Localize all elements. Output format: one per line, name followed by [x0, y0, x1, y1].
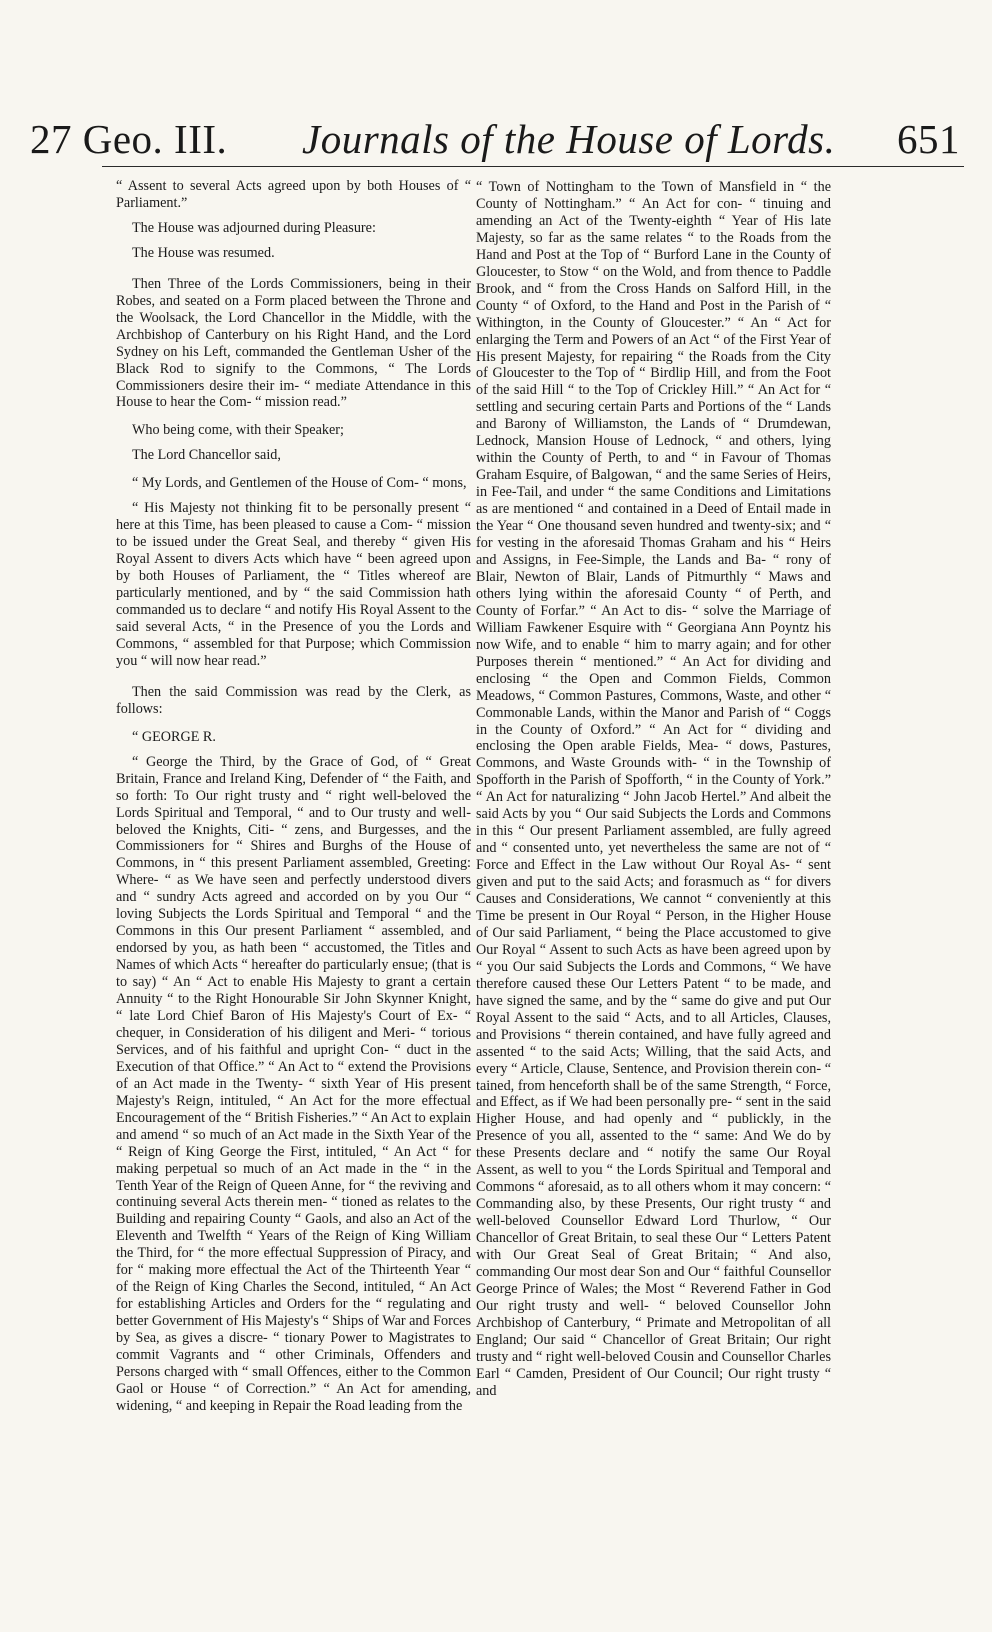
paragraph: “ His Majesty not thinking fit to be personally present “ here at this Time, has been pleased to cause a Com- “ mission to be issued under the Great Seal, and thereby “ given His Royal Assent to divers Acts which have “ been agreed upon by both Houses of Parliament, the “ Titles whereof are particularly mentioned, and by “ the said Commission hath commanded us to declare “ and notify His Royal Assent to the said several Acts, “ in the Presence of you the Lords and Commons, “ assembled for that Purpose; which Commission you “ will now hear read.”	[116, 500, 471, 669]
journal-title: Journals of the House of Lords.	[302, 116, 836, 162]
regnal-year: 27 Geo. III.	[30, 116, 228, 162]
paragraph: “ My Lords, and Gentlemen of the House of Com- “ mons,	[132, 475, 467, 492]
paragraph: Then the said Commission was read by the Clerk, as follows:	[116, 683, 471, 717]
paragraph: “ Assent to several Acts agreed upon by both Houses of “ Parliament.”	[116, 178, 471, 211]
paragraph: Then Three of the Lords Commissioners, being in their Robes, and seated on a Form placed between the Throne and the Woolsack, the Lord Chancellor in the Middle, with the Archbishop of Canterbury on his Right Hand, and the Lord Sydney on his Left, commanded the Gentleman Usher of the Black Rod to signify to the Commons, “ The Lords Commissioners desire their im- “ mediate Attendance in this House to hear the Com- “ mission read.”	[116, 275, 471, 411]
paragraph: The House was adjourned during Pleasure:	[132, 219, 376, 236]
paragraph: “ Town of Nottingham to the Town of Mansfield in “ the County of Nottingham.” “ An Act for con- “ tinuing and amending an Act of the Twenty-eighth “ Year of His late Majesty, so far as the same relates “ to the Roads from the Hand and Post at the Top of “ Burford Lane in the County of Gloucester, to Stow “ on the Wold, and from thence to Paddle Brook, and “ from the Cross Hands on Salford Hill, in the County “ of Oxford, to the Hand and Post in the Parish of “ Withington, in the County of Gloucester.” “ An “ Act for enlarging the Term and Powers of an Act “ of the First Year of His present Majesty, for repairing “ the Roads from the City of Gloucester to the Top of “ Birdlip Hill, and from the Foot of the said Hill “ to the Top of Crickley Hill.” “ An Act for “ settling and securing certain Parts and Portions of the “ Lands and Barony of Williamston, the Lands of “ Drumdewan, Lednock, Mansion House of Lednock, “ and others, lying within the County of Perth, to and “ in Favour of Thomas Graham Esquire, of Balgowan, “ and the same Series of Heirs, in Fee-Tail, and under “ the same Conditions and Limitations as are mentioned “ and contained in a Deed of Entail made in the Year “ One thousand seven hundred and twenty-six; and “ for vesting in the aforesaid Thomas Graham and his “ Heirs and Assigns, in Fee-Simple, the Lands and Ba- “ rony of Blair, Newton of Blair, Lands of Pitmurthly “ Maws and others lying within the aforesaid County “ of Perth, and County of Forfar.” “ An Act to dis- “ solve the Marriage of William Fawkener Esquire with “ Georgiana Ann Poyntz his now Wife, and to enable “ him to marry again; and for other Purposes therein “ mentioned.” “ An Act for dividing and enclosing “ the Open and Common Fields, Common Meadows, “ Common Pastures, Commons, Waste, and other “ Commonable Lands, within the Manor and Parish of “ Coggs in the County of Oxford.” “ An Act for “ dividing and enclosing the Open arable Fields, Mea- “ dows, Pastures, Commons, and Waste Grounds with- “ in the Township of Spofforth in the Parish of Spofforth, “ in the County of York.” “ An Act for naturalizing “ John Jacob Hertel.” And albeit the said Acts by you “ Our said Subjects the Lords and Commons in this “ Our present Parliament assembled, are fully agreed and “ consented unto, yet nevertheless the same are not of “ Force and Effect in the Law without Our Royal As- “ sent given and put to the said Acts; and forasmuch as “ for divers Causes and Considerations, We cannot “ conveniently at this Time be present in Our Royal “ Person, in the Higher House of Our said Parliament, “ being the Place accustomed to give Our Royal “ Assent to such Acts as have been agreed upon by “ you Our said Subjects the Lords and Commons, “ We have therefore caused these Our Letters Patent “ to be made, and have signed the same, and by the “ same do give and put Our Royal Assent to the said “ Acts, and to all Articles, Clauses, and Provisions “ therein contained, and have fully agreed and assented “ to the said Acts; Willing, that the said Acts, and every “ Article, Clause, Sentence, and Provision therein con- “ tained, from henceforth shall be of the same Strength, “ Force, and Effect, as if We had been personally pre- “ sent in the said Higher House, and had openly and “ publickly, in the Presence of you all, assented to the “ same: And We do by these Presents declare and “ notify the same Our Royal Assent, as well to you “ the Lords Spiritual and Temporal and Commons “ aforesaid, as to all others whom it may concern: “ Commanding also, by these Presents, Our right trusty “ and well-beloved Counsellor Edward Lord Thurlow, “ Our Chancellor of Great Britain, to seal these Our “ Letters Patent with Our Great Seal of Great Britain; “ And also, commanding Our most dear Son and Our “ faithful Counsellor George Prince of Wales; the Most “ Reverend Father in God Our right trusty and well- “ beloved Counsellor John Archbishop of Canterbury, “ Primate and Metropolitan of all England; Our said “ Chancellor of Great Britain; Our right trusty and “ right well-beloved Cousin and Counsellor Charles Earl “ Camden, President of Our Council; Our right trusty “ and	[476, 179, 832, 1399]
right-column	[476, 179, 831, 1400]
paragraph: Who being come, with their Speaker;	[132, 422, 344, 439]
left-column	[116, 178, 471, 1415]
page-header	[30, 112, 960, 172]
paragraph: The House was resumed.	[132, 244, 275, 261]
paragraph: The Lord Chancellor said,	[132, 447, 281, 464]
page-number: 651	[897, 116, 960, 162]
commission-heading: “ GEORGE R.	[132, 728, 216, 745]
header-rule	[102, 166, 964, 167]
paragraph: “ George the Third, by the Grace of God, of “ Great Britain, France and Ireland King, Defender of “ the Faith, and so forth: To Our right trusty and “ right well-beloved the Lords Spiritual and Temporal, “ and to Our trusty and well-beloved the Knights, Citi- “ zens, and Burgesses, and the Commissioners for “ Shires and Burghs of the House of Commons, in “ this present Parliament assembled, Greeting: Where- “ as We have seen and perfectly understood divers and “ sundry Acts agreed and accorded on by you Our “ loving Subjects the Lords Spiritual and Temporal “ and the Commons in this Our present Parliament “ assembled, and endorsed by you, as hath been “ accustomed, the Titles and Names of which Acts “ hereafter do particularly ensue; (that is to say) “ An “ Act to enable His Majesty to grant a certain Annuity “ to the Right Honourable Sir John Skynner Knight, “ late Lord Chief Baron of His Majesty's Court of Ex- “ chequer, in Consideration of his diligent and Meri- “ torious Services, and of his faithful and upright Con- “ duct in the Execution of that Office.” “ An Act to “ extend the Provisions of an Act made in the Twenty- “ sixth Year of His present Majesty's Reign, intituled, “ An Act for the more effectual Encouragement of the “ British Fisheries.” “ An Act to explain and amend “ so much of an Act made in the Sixth Year of the “ Reign of King George the First, intituled, “ An Act “ for making perpetual so much of an Act made in the “ in the Tenth Year of the Reign of Queen Anne, for “ the reviving and continuing several Acts therein men- “ tioned as relates to the Building and repairing County “ Gaols, and also an Act of the Eleventh and Twelfth “ Years of the Reign of King William the Third, for “ the more effectual Suppression of Piracy, and for “ making more effectual the Act of the Thirteenth Year “ of the Reign of King Charles the Second, intituled, “ An Act for establishing Articles and Orders for the “ regulating and better Government of His Majesty's “ Ships of War and Forces by Sea, as gives a discre- “ tionary Power to Magistrates to commit Vagrants and “ other Criminals, Offenders and Persons charged with “ small Offences, either to the Common Gaol or House “ of Correction.” “ An Act for amending, widening, “ and keeping in Repair the Road leading from the	[116, 753, 471, 1414]
